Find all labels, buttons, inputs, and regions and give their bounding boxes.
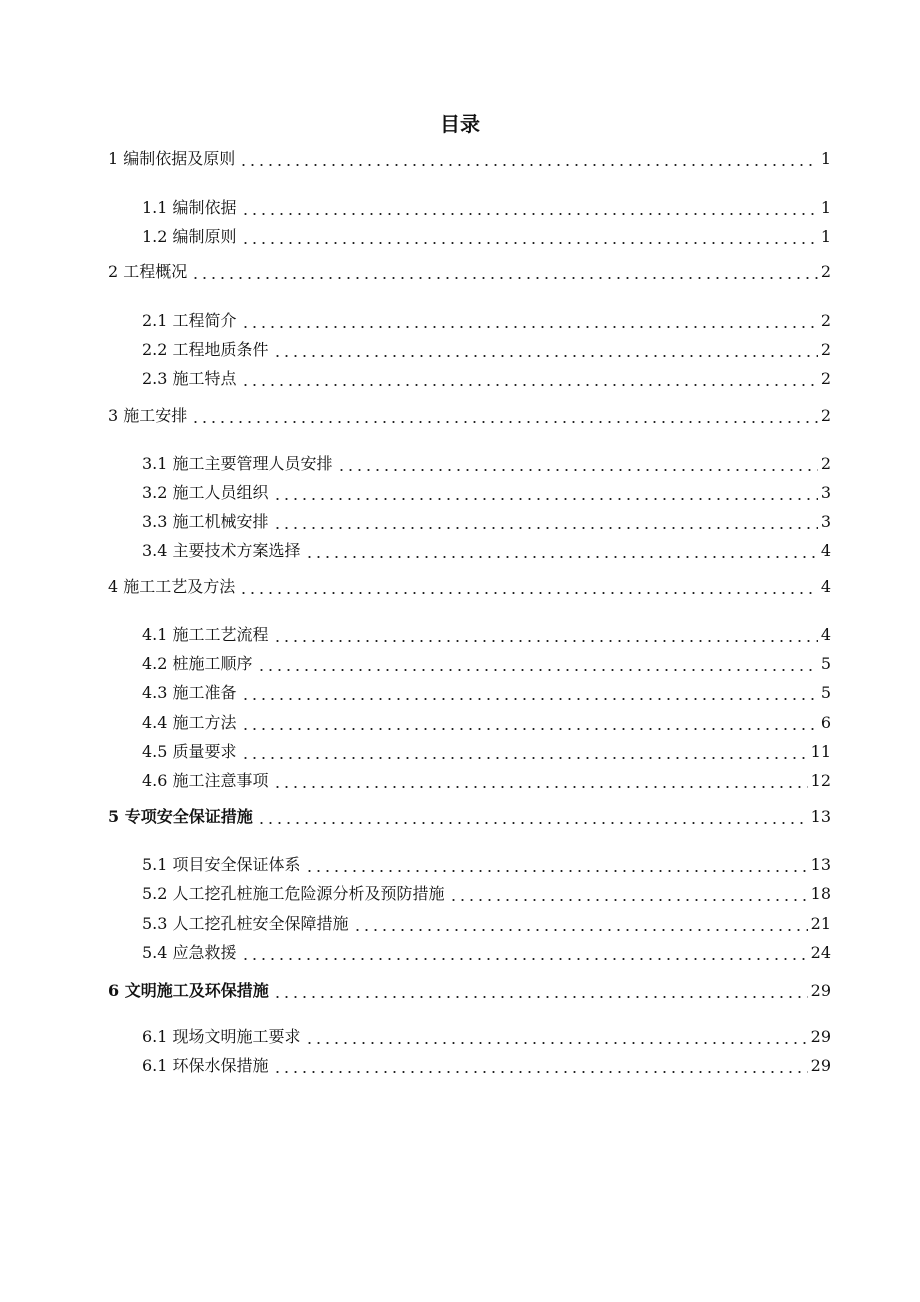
toc-leader-dots (241, 367, 818, 391)
toc-entry-page: 3 (820, 512, 831, 531)
toc-leader-dots (241, 941, 808, 965)
toc-entry-page: 2 (820, 406, 831, 425)
toc-entry-text: 2.2 工程地质条件 (142, 340, 269, 359)
toc-entry-text: 2.3 施工特点 (142, 369, 237, 388)
toc-leader-dots (241, 196, 818, 220)
toc-entry-text: 4.6 施工注意事项 (142, 771, 269, 790)
toc-entry-text: 2.1 工程简介 (142, 311, 237, 330)
toc-entry-page: 1 (820, 227, 831, 246)
toc-entry-text: 4.3 施工准备 (142, 683, 237, 702)
toc-entry-text: 3.1 施工主要管理人员安排 (142, 454, 333, 473)
toc-leader-dots (241, 225, 818, 249)
toc-leader-dots (305, 539, 818, 563)
toc-entry[interactable] (142, 1025, 831, 1049)
toc-entry[interactable] (108, 805, 831, 829)
toc-leader-dots (191, 404, 818, 428)
toc-entry-page: 29 (810, 1056, 831, 1075)
toc-entry[interactable] (108, 260, 831, 284)
toc-entry-text: 2 工程概况 (108, 262, 188, 281)
toc-entry[interactable] (142, 912, 831, 936)
toc-entry[interactable] (142, 941, 831, 965)
toc-entry-page: 29 (810, 981, 831, 1000)
toc-entry[interactable] (142, 367, 831, 391)
toc-entry-text: 3.2 施工人员组织 (142, 483, 269, 502)
toc-leader-dots (273, 338, 818, 362)
toc-leader-dots (353, 912, 808, 936)
toc-entry[interactable] (142, 740, 831, 764)
toc-entry[interactable] (142, 481, 831, 505)
toc-entry-page: 3 (820, 483, 831, 502)
toc-leader-dots (449, 882, 808, 906)
toc-entry[interactable] (142, 882, 831, 906)
toc-leader-dots (257, 805, 808, 829)
toc-entry[interactable] (108, 979, 831, 1003)
toc-entry-page: 12 (810, 771, 831, 790)
toc-entry[interactable] (108, 575, 831, 599)
toc-leader-dots (239, 575, 818, 599)
toc-entry-text: 6.1 环保水保措施 (142, 1056, 269, 1075)
toc-entry-text: 3.4 主要技术方案选择 (142, 541, 301, 560)
toc-leader-dots (305, 1025, 808, 1049)
toc-entry-page: 2 (820, 369, 831, 388)
toc-entry[interactable] (142, 309, 831, 333)
toc-entry[interactable] (142, 853, 831, 877)
toc-entry[interactable] (142, 338, 831, 362)
toc-entry-page: 2 (820, 340, 831, 359)
toc-entry-text: 3.3 施工机械安排 (142, 512, 269, 531)
toc-entry-page: 4 (820, 625, 831, 644)
toc-entry-text: 1.2 编制原则 (142, 227, 237, 246)
toc-entry-page: 2 (820, 311, 831, 330)
toc-entry-text: 6 文明施工及环保措施 (108, 981, 269, 1000)
toc-entry-text: 4.5 质量要求 (142, 742, 237, 761)
toc-entry-page: 18 (810, 884, 831, 903)
toc-entry[interactable] (142, 510, 831, 534)
toc-entry-page: 24 (810, 943, 831, 962)
toc-leader-dots (241, 740, 808, 764)
toc-entry-page: 13 (810, 807, 831, 826)
toc-entry[interactable] (142, 681, 831, 705)
toc-entry-page: 2 (820, 454, 831, 473)
toc-leader-dots (273, 623, 818, 647)
toc-leader-dots (191, 260, 818, 284)
toc-entry-text: 4.1 施工工艺流程 (142, 625, 269, 644)
toc-entry[interactable] (142, 225, 831, 249)
toc-entry-page: 11 (810, 742, 831, 761)
toc-entry-text: 5 专项安全保证措施 (108, 807, 253, 826)
toc-leader-dots (273, 769, 808, 793)
toc-entry-text: 5.4 应急救援 (142, 943, 237, 962)
toc-title: 目录 (440, 112, 480, 136)
toc-leader-dots (241, 681, 818, 705)
toc-entry[interactable] (142, 623, 831, 647)
toc-entry-text: 6.1 现场文明施工要求 (142, 1027, 301, 1046)
toc-entry-page: 1 (820, 149, 831, 168)
toc-leader-dots (241, 309, 818, 333)
toc-leader-dots (273, 481, 818, 505)
toc-entry-page: 29 (810, 1027, 831, 1046)
toc-entry[interactable] (142, 652, 831, 676)
toc-entry-text: 1.1 编制依据 (142, 198, 237, 217)
toc-leader-dots (273, 979, 808, 1003)
toc-entry-text: 5.3 人工挖孔桩安全保障措施 (142, 914, 349, 933)
toc-leader-dots (273, 510, 818, 534)
toc-entry-page: 13 (810, 855, 831, 874)
toc-entry-text: 5.2 人工挖孔桩施工危险源分析及预防措施 (142, 884, 445, 903)
toc-entry[interactable] (142, 196, 831, 220)
toc-leader-dots (273, 1054, 808, 1078)
toc-entry-text: 5.1 项目安全保证体系 (142, 855, 301, 874)
toc-entry-text: 4.4 施工方法 (142, 713, 237, 732)
toc-entry-text: 4.2 桩施工顺序 (142, 654, 253, 673)
toc-entry[interactable] (142, 539, 831, 563)
toc-entry-page: 2 (820, 262, 831, 281)
toc-entry-page: 21 (810, 914, 831, 933)
toc-entry-page: 1 (820, 198, 831, 217)
toc-entry-page: 6 (820, 713, 831, 732)
toc-entry[interactable] (142, 1054, 831, 1078)
toc-entry-page: 5 (820, 654, 831, 673)
toc-entry-page: 4 (820, 577, 831, 596)
toc-leader-dots (337, 452, 818, 476)
toc-entry-text: 4 施工工艺及方法 (108, 577, 236, 596)
toc-entry[interactable] (142, 769, 831, 793)
toc-leader-dots (257, 652, 818, 676)
toc-entry-page: 5 (820, 683, 831, 702)
toc-entry[interactable] (108, 404, 831, 428)
toc-entry[interactable] (142, 711, 831, 735)
toc-entry[interactable] (142, 452, 831, 476)
toc-entry-text: 3 施工安排 (108, 406, 188, 425)
toc-leader-dots (239, 147, 818, 171)
toc-entry-text: 1 编制依据及原则 (108, 149, 236, 168)
toc-entry[interactable] (108, 147, 831, 171)
toc-leader-dots (305, 853, 808, 877)
toc-entry-page: 4 (820, 541, 831, 560)
toc-leader-dots (241, 711, 818, 735)
